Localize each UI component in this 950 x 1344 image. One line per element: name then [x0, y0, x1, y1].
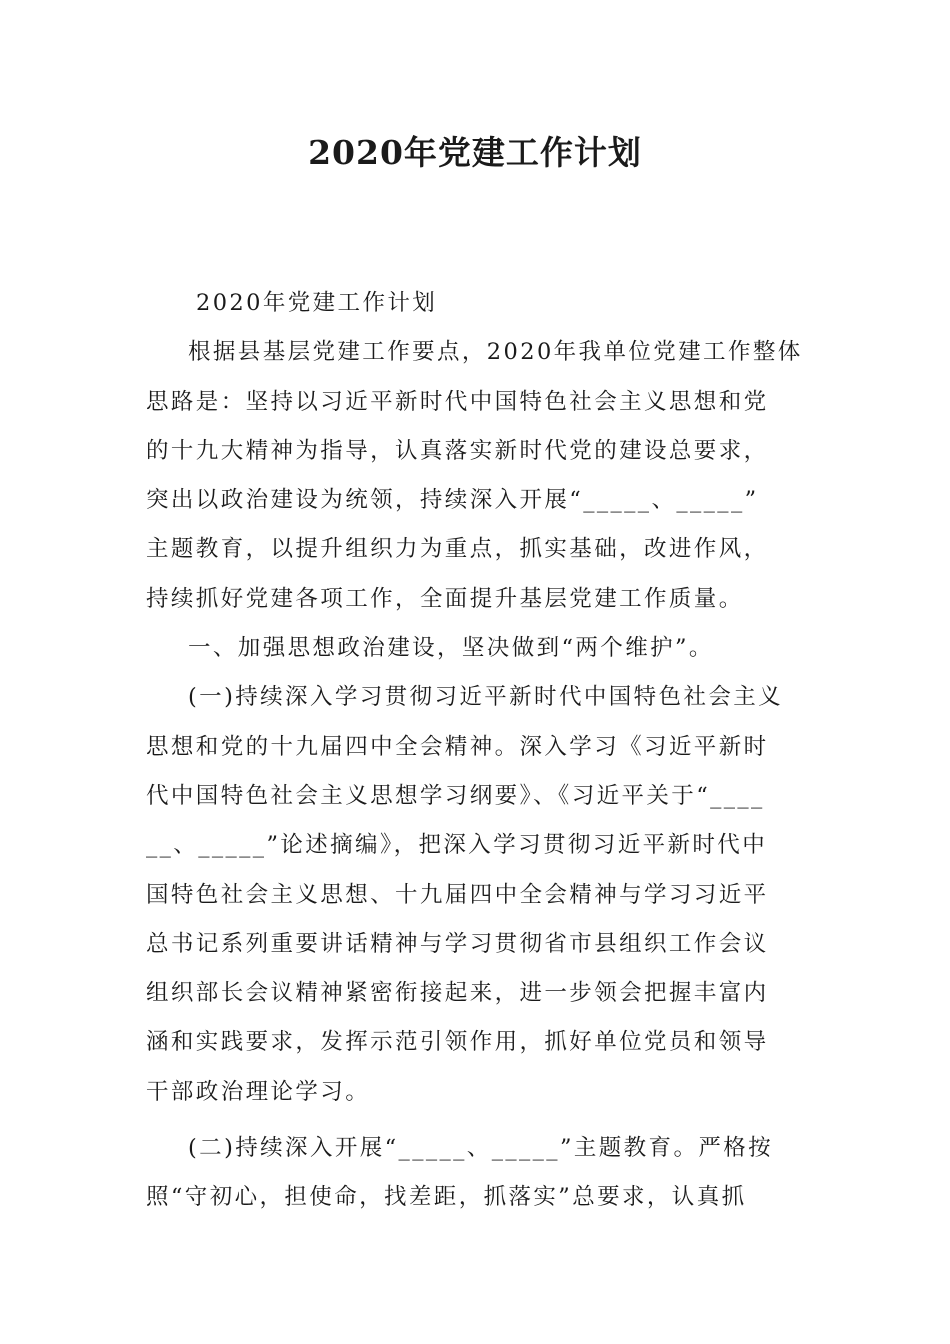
paragraph-overview: [146, 328, 806, 624]
document-title: 2020年党建工作计划: [308, 133, 642, 172]
paragraph-line: __、_____”论述摘编》，把深入学习贯彻习近平新时代中: [146, 832, 768, 859]
paragraph-line: 照“守初心，担使命，找差距，抓落实”总要求，认真抓: [146, 1184, 747, 1211]
paragraph-line: 思想和党的十九届四中全会精神。深入学习《习近平新时: [146, 733, 769, 760]
paragraph-item-1: [146, 673, 806, 1117]
paragraph-line: 根据县基层党建工作要点，2020年我单位党建工作整体: [188, 339, 803, 366]
paragraph-item-2: [146, 1124, 806, 1223]
paragraph-line: (二)持续深入开展“_____、_____”主题教育。严格按: [188, 1135, 774, 1162]
paragraph-line: (一)持续深入学习贯彻习近平新时代中国特色社会主义: [188, 684, 784, 711]
paragraph-line: 的十九大精神为指导，认真落实新时代党的建设总要求，: [146, 437, 769, 464]
section-heading-1: [146, 624, 806, 673]
document-body: [146, 279, 806, 1223]
paragraph-line: 组织部长会议精神紧密衔接起来，进一步领会把握丰富内: [146, 980, 769, 1007]
document-subtitle: 2020年党建工作计划: [196, 290, 438, 316]
paragraph-line: 代中国特色社会主义思想学习纲要》、《习近平关于“____: [146, 782, 765, 809]
paragraph-line: 国特色社会主义思想、十九届四中全会精神与学习习近平: [146, 881, 769, 908]
paragraph-line: 干部政治理论学习。: [146, 1078, 371, 1105]
paragraph-line: 主题教育，以提升组织力为重点，抓实基础，改进作风，: [146, 536, 769, 563]
section-heading-line: 一、加强思想政治建设，坚决做到“两个维护”。: [188, 635, 714, 662]
paragraph-line: 持续抓好党建各项工作，全面提升基层党建工作质量。: [146, 585, 744, 612]
paragraph-line: 思路是：坚持以习近平新时代中国特色社会主义思想和党: [146, 388, 769, 415]
paragraph-line: 涵和实践要求，发挥示范引领作用，抓好单位党员和领导: [146, 1029, 769, 1056]
paragraph-line: 突出以政治建设为统领，持续深入开展“_____、_____”: [146, 487, 759, 514]
paragraph-line: 总书记系列重要讲话精神与学习贯彻省市县组织工作会议: [146, 930, 769, 957]
